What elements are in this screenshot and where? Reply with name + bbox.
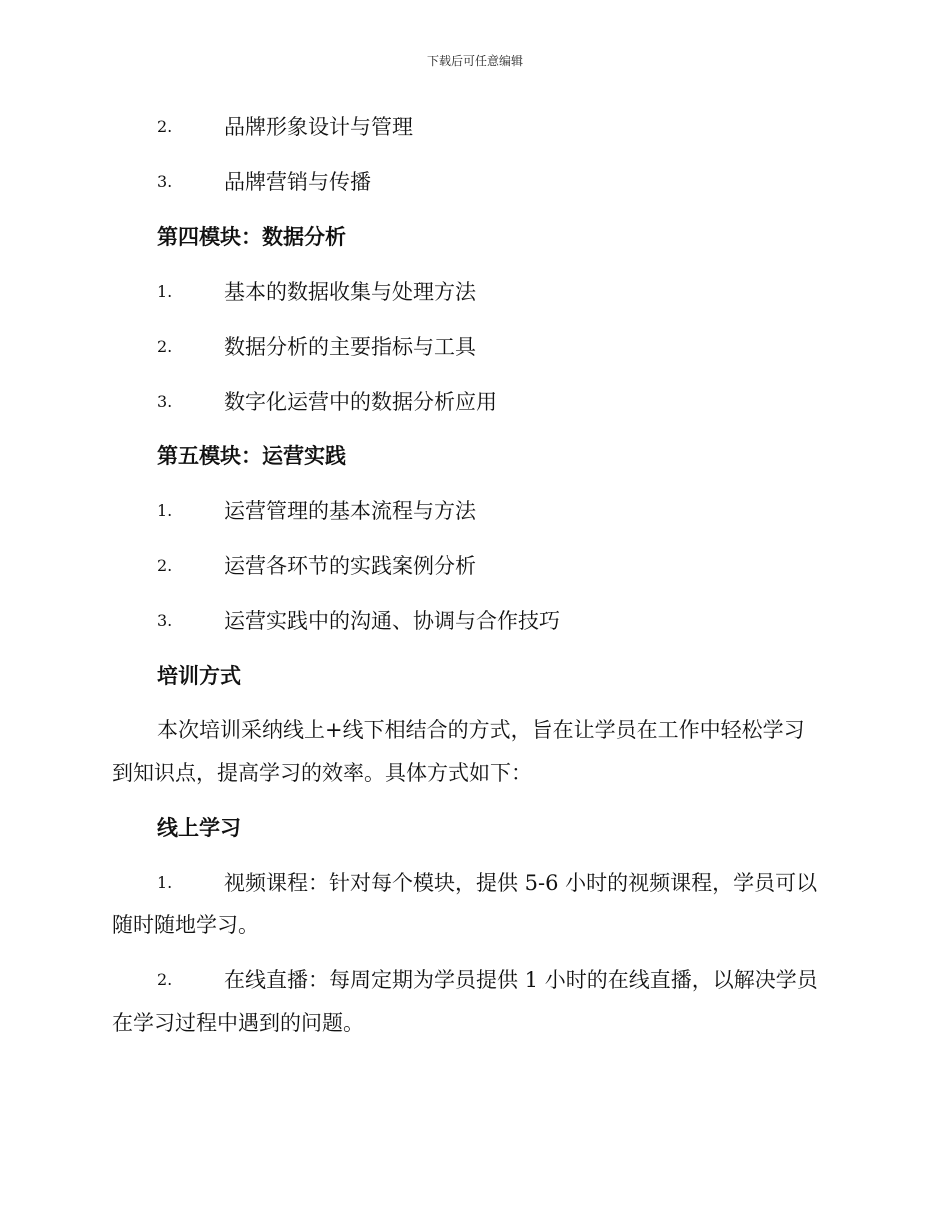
section-heading-training-method: 培训方式	[157, 663, 241, 688]
list-item-number: 1.	[157, 501, 173, 520]
list-item-text: 数据分析的主要指标与工具	[224, 335, 476, 359]
list-item-text-continued: 随时随地学习。	[112, 913, 259, 937]
list-item-text: 基本的数据收集与处理方法	[224, 280, 476, 304]
list-item-text: 在线直播：每周定期为学员提供 1 小时的在线直播，以解决学员	[224, 968, 818, 992]
list-item-text: 数字化运营中的数据分析应用	[224, 390, 497, 414]
paragraph-line: 本次培训采纳线上+线下相结合的方式，旨在让学员在工作中轻松学习	[157, 718, 805, 742]
list-item-number: 3.	[157, 611, 173, 630]
list-item-number: 1.	[157, 873, 173, 892]
list-item-text: 视频课程：针对每个模块，提供 5-6 小时的视频课程，学员可以	[224, 871, 818, 895]
list-item-text: 品牌营销与传播	[224, 170, 371, 194]
section-heading-online: 线上学习	[157, 815, 241, 840]
list-item-text: 品牌形象设计与管理	[224, 115, 413, 139]
list-item-text: 运营各环节的实践案例分析	[224, 554, 476, 578]
list-item-number: 2.	[157, 337, 173, 356]
section-heading-module5: 第五模块：运营实践	[157, 443, 346, 468]
list-item-number: 3.	[157, 392, 173, 411]
list-item-number: 2.	[157, 556, 173, 575]
list-item-number: 3.	[157, 172, 173, 191]
list-item-text: 运营实践中的沟通、协调与合作技巧	[224, 609, 560, 633]
list-item-number: 2.	[157, 970, 173, 989]
list-item-text-continued: 在学习过程中遇到的问题。	[112, 1011, 364, 1035]
list-item-text: 运营管理的基本流程与方法	[224, 499, 476, 523]
section-heading-module4: 第四模块：数据分析	[157, 224, 346, 249]
list-item-number: 2.	[157, 117, 173, 136]
page-header: 下载后可任意编辑	[426, 54, 523, 68]
paragraph-line: 到知识点，提高学习的效率。具体方式如下：	[112, 761, 532, 785]
list-item-number: 1.	[157, 282, 173, 301]
